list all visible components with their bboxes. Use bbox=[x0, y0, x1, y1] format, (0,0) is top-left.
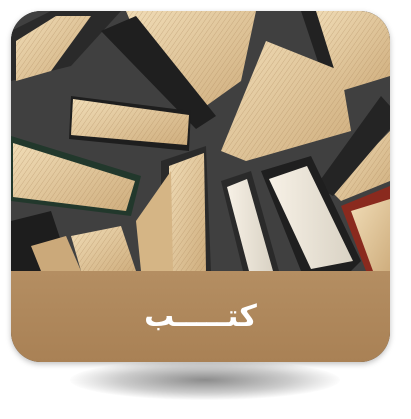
category-label: كتـــــب bbox=[144, 299, 257, 334]
category-banner bbox=[11, 271, 390, 362]
books-category-tile[interactable] bbox=[11, 11, 390, 362]
books-photo bbox=[11, 11, 390, 271]
tile-shadow bbox=[70, 360, 340, 400]
